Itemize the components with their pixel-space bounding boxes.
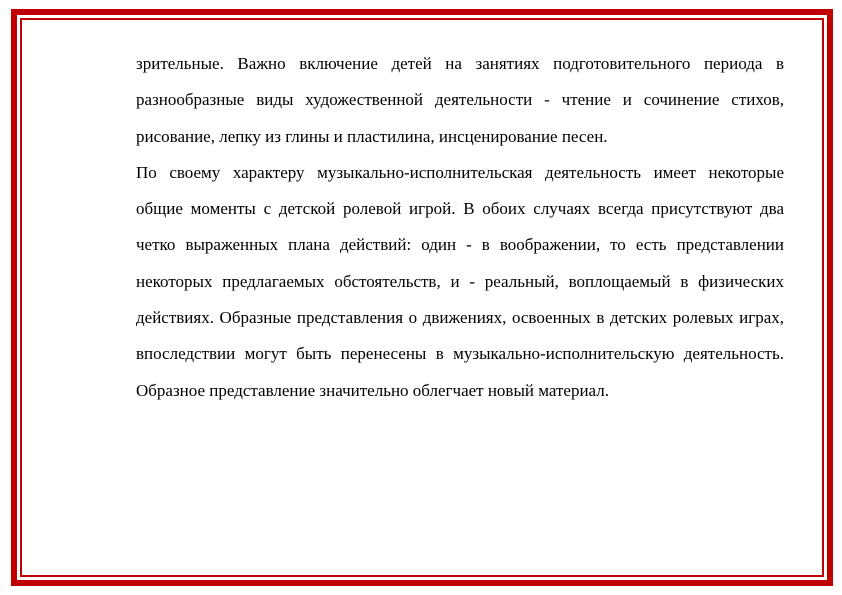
paragraph-1: зрительные. Важно включение детей на занятиях подготовительного периода в разнообразные виды художественной деятельности - чтение и сочинение стихов, рисование, лепку из глины и пластилина, инсценирование песен.: [136, 54, 784, 146]
paragraph-2: По своему характеру музыкально-исполнительская деятельность имеет некоторые общие моменты с детской ролевой игрой. В обоих случаях всегда присутствуют два четко выраженных плана действий: один - в воображении, то есть представлении некоторых предлагаемых обстоятельств, и - реальный, воплощаемый в физических действиях. Образные представления о движениях, освоенных в детских ролевых играх, впоследствии могут быть перенесены в музыкально-исполнительскую деятельность. Образное представление значительно облегчает новый материал.: [136, 162, 784, 400]
text-body: [136, 46, 784, 409]
